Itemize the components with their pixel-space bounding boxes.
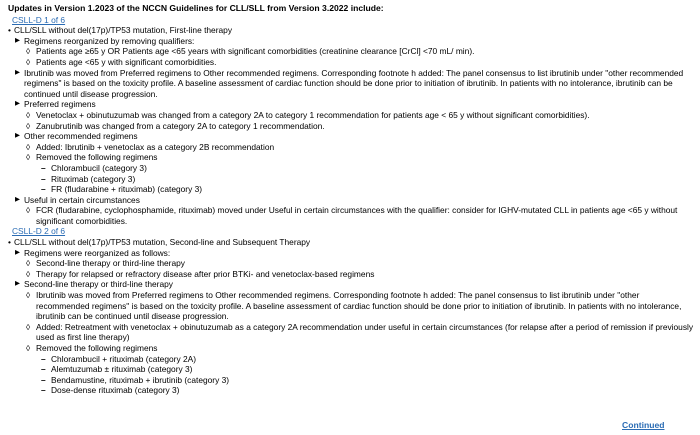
bullet-icon: ▶ [15,36,20,44]
list-item-text: Patients age <65 y with significant comorbidities. [36,56,217,67]
list-item [8,195,694,206]
list-item-text: Zanubrutinib was changed from a category 2A to category 1 recommendation. [36,120,325,131]
bullet-icon: ◊ [26,290,31,301]
bullet-icon: ▶ [15,100,20,108]
bullet-icon: ▶ [15,280,20,288]
bullet-icon: ◊ [26,258,31,269]
list-item [8,354,694,365]
list-item [8,46,694,57]
bullet-icon: ◊ [26,343,31,353]
list-item-text: Therapy for relapsed or refractory disease after prior BTKi- and venetoclax-based regimens [36,268,375,279]
list-item-text: Useful in certain circumstances [24,194,140,205]
list-item [8,269,694,280]
update-sections [8,15,694,396]
bullet-icon: ◊ [26,46,31,57]
list-item [8,25,694,36]
bullet-icon: – [41,184,46,195]
section-link[interactable]: CSLL-D 2 of 6 [12,226,66,237]
bullet-icon: ▶ [15,248,20,256]
list-item [8,121,694,132]
bullet-icon: – [41,173,46,184]
list-item [8,152,694,163]
list-item-text: Venetoclax + obinutuzumab was changed from a category 2A to category 1 recommendation for patients age < 65 y without significant comorbidities). [36,109,590,120]
bullet-icon: ◊ [26,152,31,163]
list-item-text: Patients age ≥65 y OR Patients age <65 years with significant comorbidities (creatinine clearance [CrCl] <70 mL/ min). [36,46,475,57]
list-item-text: Regimens were reorganized as follows: [24,247,171,258]
list-item-text: Other recommended regimens [24,131,138,142]
bullet-icon: ◊ [26,141,31,152]
bullet-icon: – [41,385,46,396]
document-page [8,3,694,396]
list-item [8,290,694,322]
bullet-icon: ◊ [26,109,31,120]
list-item-text: Chlorambucil (category 3) [51,162,147,173]
bullet-icon: ◊ [26,321,31,332]
list-item [8,343,694,354]
list-item [8,110,694,121]
list-item [8,375,694,386]
bullet-icon: – [41,353,46,364]
bullet-icon: – [41,162,46,173]
list-item-text: Removed the following regimens [36,152,158,163]
list-item [8,131,694,142]
list-item-text: Added: Retreatment with venetoclax + obinutuzumab as a category 2A recommendation under useful in certain circumstances (for relapse after a period of remission if previously used as first line therapy) [36,321,694,343]
list-item-text: Rituximab (category 3) [51,173,136,184]
bullet-icon: ▶ [15,68,20,76]
list-item-text: Second-line therapy or third-line therapy [36,258,185,269]
list-item-text: Dose-dense rituximab (category 3) [51,385,180,396]
list-item [8,184,694,195]
list-item [8,142,694,153]
bullet-icon: ◊ [26,268,31,279]
bullet-icon: • [8,25,11,36]
list-item [8,36,694,47]
list-item-text: Second-line therapy or third-line therapy [24,279,173,290]
list-item-text: Regimens reorganized by removing qualifiers: [24,35,195,46]
list-item-text: Ibrutinib was moved from Preferred regimens to Other recommended regimens. Corresponding footnote h added: The panel consensus to list ibrutinib under "other recommended regimens" is based on the toxicity profile. A baseline assessment of cardiac function should be done prior to initiation of ibrutinib. In patients with no intolerance, ibrutinib can be continued until disease progression. [36,290,682,322]
list-item-text: CLL/SLL without del(17p)/TP53 mutation, Second-line and Subsequent Therapy [14,237,311,248]
list-item [8,205,694,226]
list-item-text: Bendamustine, rituximab + ibrutinib (category 3) [51,374,230,385]
bullet-icon: – [41,364,46,375]
list-item [8,163,694,174]
section-link[interactable]: CSLL-D 1 of 6 [12,14,66,25]
list-item [8,322,694,343]
bullet-icon: ◊ [26,120,31,131]
list-item [8,248,694,259]
list-item-text: FCR (fludarabine, cyclophosphamide, rituximab) moved under Useful in certain circumstances with the qualifier: consider for IGHV-mutated CLL in patients age <65 y without significant comorbidities. [36,205,678,226]
bullet-icon: – [41,374,46,385]
bullet-icon: ◊ [26,205,31,216]
list-item-text: Added: Ibrutinib + venetoclax as a category 2B recommendation [36,141,275,152]
continued-link[interactable]: Continued [622,420,665,430]
list-item [8,99,694,110]
list-item [8,68,694,100]
list-item-text: Preferred regimens [24,99,96,110]
list-item-text: Alemtuzumab ± rituximab (category 3) [51,364,193,375]
bullet-icon: ◊ [26,56,31,67]
bullet-icon: • [8,237,11,248]
bullet-icon: ▶ [15,132,20,140]
list-item [8,385,694,396]
list-item-text: CLL/SLL without del(17p)/TP53 mutation, First-line therapy [14,25,233,36]
list-item [8,174,694,185]
page-title: Updates in Version 1.2023 of the NCCN Guidelines for CLL/SLL from Version 3.2022 include: [8,3,384,13]
list-item [8,279,694,290]
list-item [8,364,694,375]
list-item-text: Ibrutinib was moved from Preferred regimens to Other recommended regimens. Corresponding footnote h added: The panel consensus to list ibrutinib under "other recommended regimens" is based on the toxicity profile. A baseline assessment of cardiac function should be done prior to initiation of ibrutinib. In patients with no intolerance, ibrutinib can be continued until disease progression. [24,67,684,99]
list-item-text: Removed the following regimens [36,343,158,353]
list-item-text: Chlorambucil + rituximab (category 2A) [51,353,196,364]
list-item [8,258,694,269]
list-item [8,237,694,248]
list-item [8,57,694,68]
list-item-text: FR (fludarabine + rituximab) (category 3) [51,184,203,195]
bullet-icon: ▶ [15,195,20,203]
